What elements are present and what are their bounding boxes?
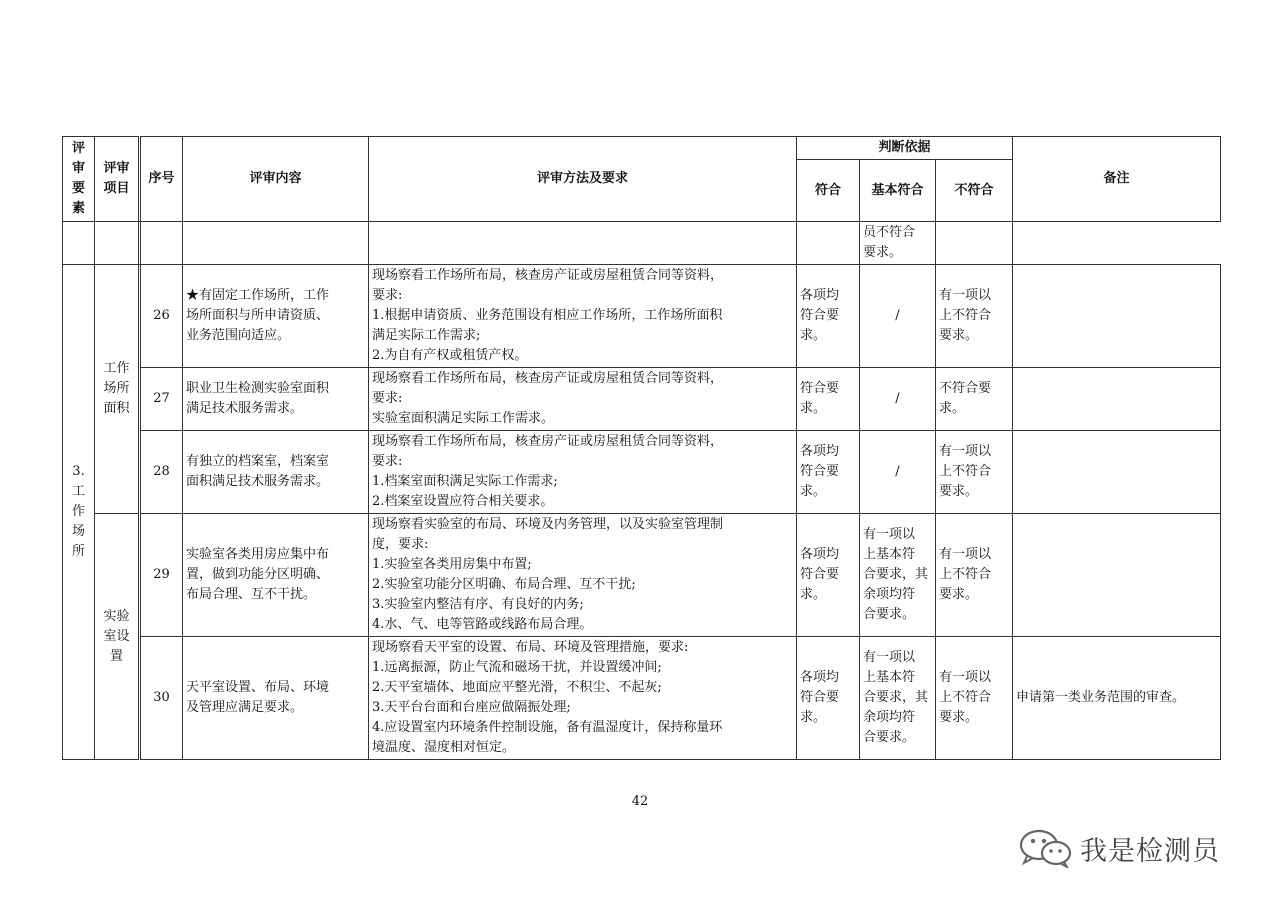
remark-cell xyxy=(1013,431,1221,514)
header-basis: 判断依据 xyxy=(797,137,1013,160)
watermark-text: 我是检测员 xyxy=(1080,835,1220,867)
header-method: 评审方法及要求 xyxy=(369,137,797,222)
method-cell: 现场察看工作场所布局，核查房产证或房屋租赁合同等资料， 要求: 实验室面积满足实际工作需求。 xyxy=(369,368,797,431)
content-cell: 天平室设置、布局、环境 及管理应满足要求。 xyxy=(183,637,369,760)
watermark xyxy=(1018,826,1220,870)
table-row xyxy=(63,265,1221,368)
conform-cell: 各项均 符合要 求。 xyxy=(797,265,860,368)
content-cell: ★有固定工作场所，工作 场所面积与所申请资质、 业务范围向适应。 xyxy=(183,265,369,368)
header-remark: 备注 xyxy=(1013,137,1221,222)
wechat-icon xyxy=(1018,828,1074,868)
element-cell: 3. 工 作 场 所 xyxy=(63,265,95,760)
continuation-row xyxy=(63,222,1221,265)
nonconform-cell: 不符合要 求。 xyxy=(936,368,1013,431)
content-cell: 有独立的档案室，档案室 面积满足技术服务需求。 xyxy=(183,431,369,514)
header-seq: 序号 xyxy=(141,137,183,222)
seq-cell: 30 xyxy=(141,637,183,760)
review-table xyxy=(62,136,1221,760)
method-cell: 现场察看天平室的设置、布局、环境及管理措施，要求: 1.远离振源，防止气流和磁场干扰，并设置缓冲间; 2.天平室墙体、地面应平整光滑，不积尘、不起灰; 3.天平台台面和台座应做隔振处理; 4.应设置室内环境条件控制设施，备有温湿度计，保持称量环 境温度、湿度相对恒定。 xyxy=(369,637,797,760)
basic-cell: 有一项以 上基本符 合要求，其 余项均符 合要求。 xyxy=(860,514,936,637)
content-cell: 实验室各类用房应集中布 置，做到功能分区明确、 布局合理、互不干扰。 xyxy=(183,514,369,637)
remark-cell xyxy=(1013,265,1221,368)
conform-cell: 符合要 求。 xyxy=(797,368,860,431)
basic-cell: / xyxy=(860,265,936,368)
remark-cell: 申请第一类业务范围的审查。 xyxy=(1013,637,1221,760)
header-basic: 基本符合 xyxy=(860,160,936,222)
nonconform-cell: 有一项以 上不符合 要求。 xyxy=(936,637,1013,760)
nonconform-cell: 有一项以 上不符合 要求。 xyxy=(936,431,1013,514)
seq-cell: 26 xyxy=(141,265,183,368)
header-item: 评审 项目 xyxy=(95,137,139,222)
table-row xyxy=(63,368,1221,431)
content-cell: 职业卫生检测实验室面积 满足技术服务需求。 xyxy=(183,368,369,431)
conform-cell: 各项均 符合要 求。 xyxy=(797,514,860,637)
header-conform: 符合 xyxy=(797,160,860,222)
conform-cell: 各项均 符合要 求。 xyxy=(797,637,860,760)
basic-cell: / xyxy=(860,431,936,514)
basic-cell: 有一项以 上基本符 合要求，其 余项均符 合要求。 xyxy=(860,637,936,760)
method-cell: 现场察看工作场所布局，核查房产证或房屋租赁合同等资料， 要求: 1.档案室面积满足实际工作需求; 2.档案室设置应符合相关要求。 xyxy=(369,431,797,514)
item-cell: 实验 室设 置 xyxy=(95,514,139,760)
continuation-nonconform: 员不符合 要求。 xyxy=(860,222,936,265)
nonconform-cell: 有一项以 上不符合 要求。 xyxy=(936,514,1013,637)
remark-cell xyxy=(1013,514,1221,637)
page-number: 42 xyxy=(631,794,649,809)
basic-cell: / xyxy=(860,368,936,431)
header-content: 评审内容 xyxy=(183,137,369,222)
header-nonconform: 不符合 xyxy=(936,160,1013,222)
nonconform-cell: 有一项以 上不符合 要求。 xyxy=(936,265,1013,368)
seq-cell: 27 xyxy=(141,368,183,431)
table-row xyxy=(63,637,1221,760)
conform-cell: 各项均 符合要 求。 xyxy=(797,431,860,514)
table-row xyxy=(63,514,1221,637)
header-element: 评 审 要 素 xyxy=(63,137,95,222)
remark-cell xyxy=(1013,368,1221,431)
method-cell: 现场察看实验室的布局、环境及内务管理，以及实验室管理制 度，要求: 1.实验室各类用房集中布置; 2.实验室功能分区明确、布局合理、互不干扰; 3.实验室内整洁有序、有良好的内务; 4.水、气、电等管路或线路布局合理。 xyxy=(369,514,797,637)
table-row xyxy=(63,431,1221,514)
item-cell: 工作 场所 面积 xyxy=(95,265,139,514)
method-cell: 现场察看工作场所布局，核查房产证或房屋租赁合同等资料， 要求: 1.根据申请资质、业务范围设有相应工作场所，工作场所面积 满足实际工作需求; 2.为自有产权或租赁产权。 xyxy=(369,265,797,368)
seq-cell: 28 xyxy=(141,431,183,514)
seq-cell: 29 xyxy=(141,514,183,637)
